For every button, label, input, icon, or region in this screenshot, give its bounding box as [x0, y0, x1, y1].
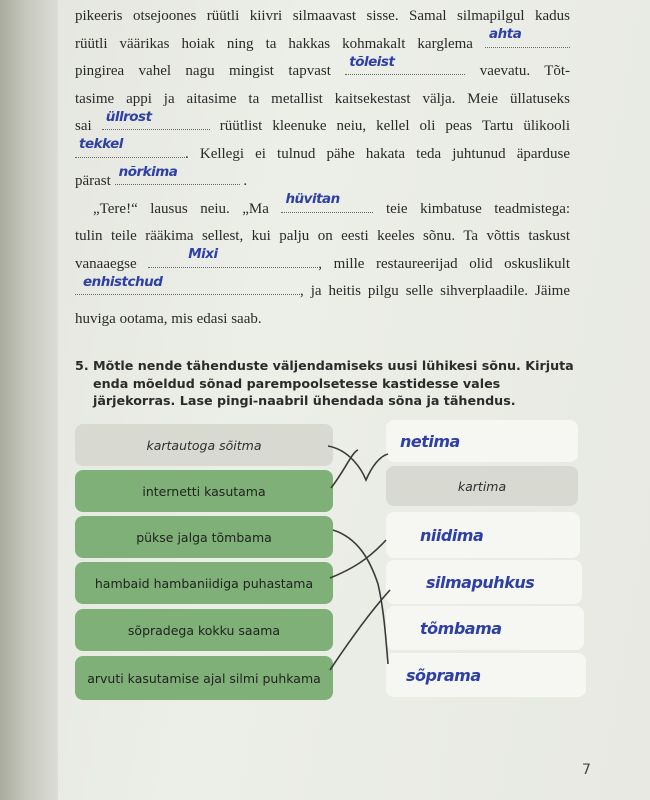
task-instructions: Mõtle nende tähenduste väljendamiseks uusi lühikesi sõnu. Kirjuta enda mõeldud sõnad parempoolsetesse kastidesse vales järjekorras. Lase pingi-naabril ühendada sõna ja tähendus.	[93, 358, 574, 408]
word-box[interactable]: tõmbama	[386, 606, 584, 650]
meaning-box: arvuti kasutamise ajal silmi puhkama	[75, 656, 333, 700]
handwritten-answer: tekkel	[79, 136, 123, 152]
story-line: rüütli väärikas hoiak ning ta hakkas kohmakalt karglema ahta	[75, 31, 570, 59]
story-line: huviga ootama, mis edasi saab.	[75, 310, 262, 327]
task-number: 5.	[75, 358, 89, 373]
connector-line	[333, 530, 388, 664]
handwritten-answer: hüvitan	[285, 191, 340, 207]
handwritten-answer: ahta	[489, 26, 522, 42]
page-number: 7	[582, 762, 591, 778]
meaning-box: internetti kasutama	[75, 470, 333, 512]
story-line: pärast nõrkima .	[75, 168, 570, 196]
meaning-box: hambaid hambaniidiga puhastama	[75, 562, 333, 604]
word-box[interactable]: sõprama	[386, 653, 586, 697]
story-line: enhistchud , ja heitis pilgu selle sihverplaadile. Jäime	[75, 278, 570, 306]
handwritten-answer: nõrkima	[118, 163, 178, 180]
word-box[interactable]: netima	[386, 420, 578, 462]
handwritten-answer: enhistchud	[83, 273, 163, 290]
story-line: „Tere!“ lausus neiu. „Ma hüvitan teie kimbatuse teadmistega:	[75, 196, 570, 224]
story-line: sai üllrost rüütlist kleenuke neiu, kellel oli peas Tartu ülikooli	[75, 113, 570, 141]
word-box[interactable]: niidima	[386, 512, 580, 558]
word-box[interactable]: silmapuhkus	[386, 560, 582, 604]
story-line: pingirea vahel nagu mingist tapvast tõleist vaevatu. Tõt-	[75, 58, 570, 86]
story-line: tulin teile rääkima sellest, kui palju on eesti keeles sõnu. Ta võttis taskust	[75, 228, 570, 244]
story-line: tekkel . Kellegi ei tulnud pähe hakata teda juhtunud äparduse	[75, 141, 570, 169]
meaning-box: kartautoga sõitma	[75, 424, 333, 466]
word-box: kartima	[386, 466, 578, 506]
story-line: pikeeris otsejoones rüütli kiivri silmaavast sisse. Samal silmapilgul kadus	[75, 8, 570, 24]
connector-line	[331, 450, 358, 488]
connector-line	[328, 446, 388, 480]
handwritten-answer: tõleist	[349, 53, 395, 70]
story-line: vanaaegse Mixi , mille restaureerijad olid oskuslikult	[75, 251, 570, 279]
meaning-box: pükse jalga tõmbama	[75, 516, 333, 558]
story-line: tasime appi ja aitasime ta metallist kaitsekestast välja. Meie üllatuseks	[75, 90, 570, 107]
handwritten-answer: Mixi	[188, 246, 218, 262]
meaning-box: sõpradega kokku saama	[75, 609, 333, 651]
handwritten-answer: üllrost	[105, 108, 152, 125]
